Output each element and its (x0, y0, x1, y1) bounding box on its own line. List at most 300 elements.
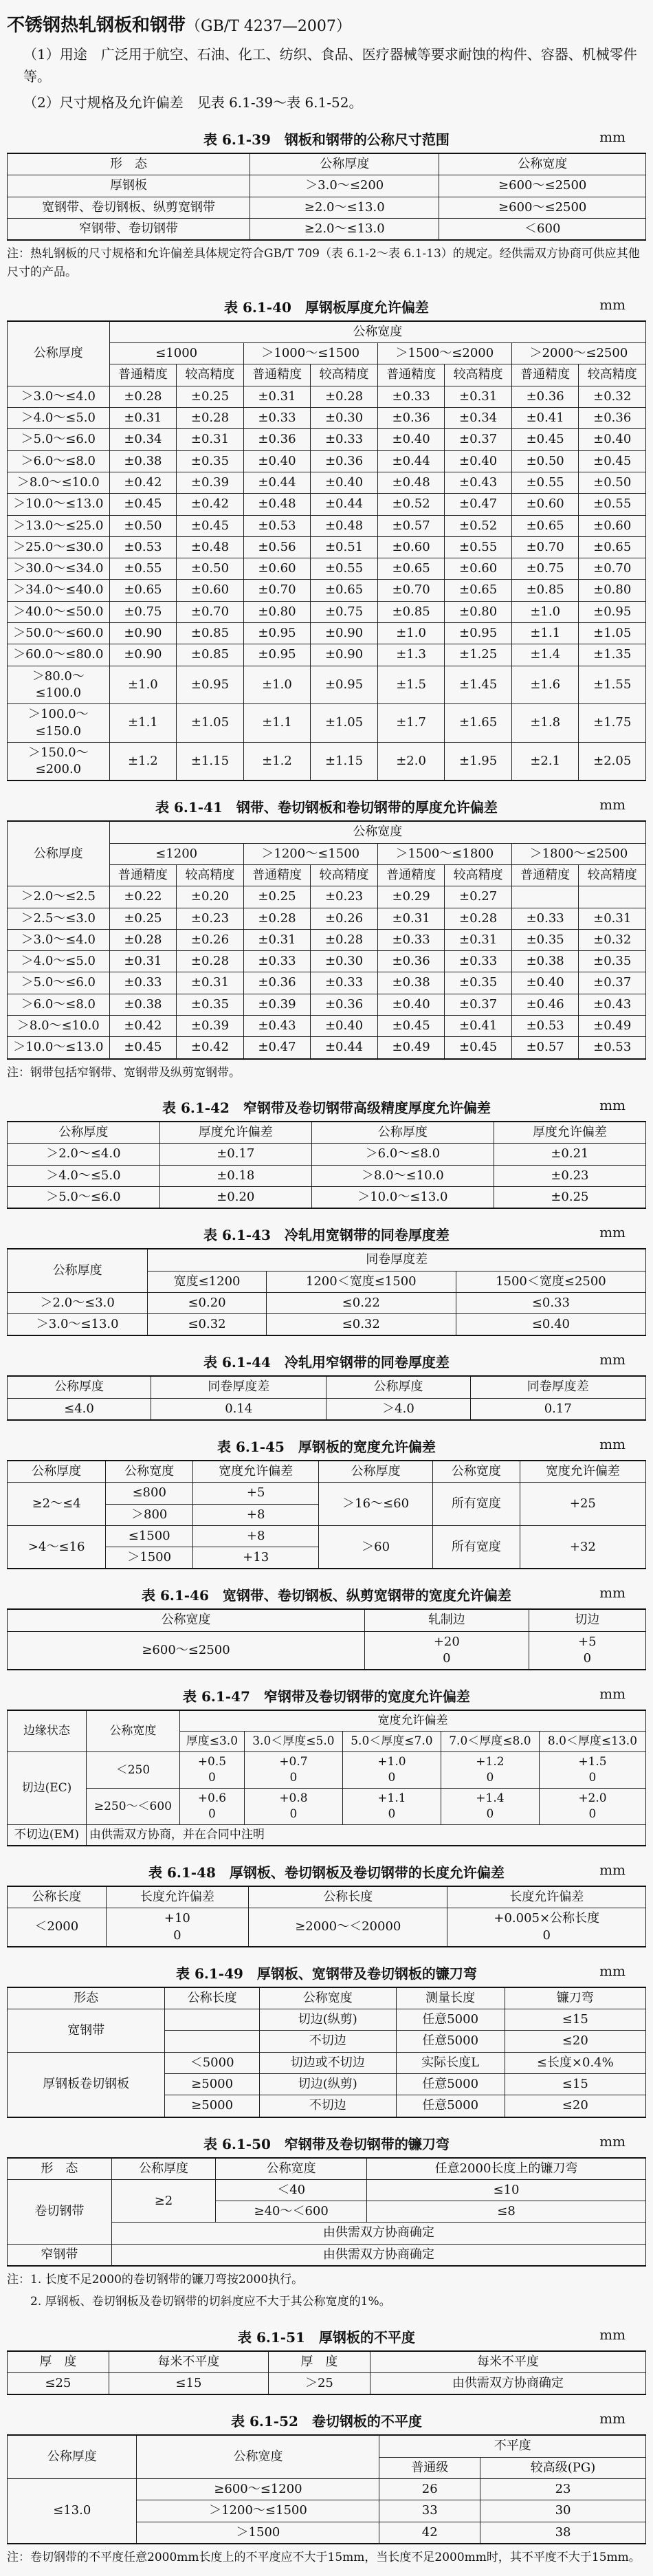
header-cell: 公称厚度 (8, 1376, 151, 1398)
table-row (8, 666, 646, 704)
table-row (8, 704, 646, 743)
tolerance-lower: 0 (289, 1771, 298, 1785)
table-cell: 不切边(EM) (8, 1824, 87, 1845)
table-cell (441, 1789, 539, 1825)
table-cell: ±0.34 (445, 408, 512, 429)
header-cell: 公称厚度 (319, 1461, 433, 1483)
table-cell: ≤0.40 (456, 1314, 645, 1336)
header-cell: 形 态 (8, 153, 250, 175)
table-cell: ±0.28 (311, 386, 378, 407)
table-cell: ≤0.33 (456, 1292, 645, 1313)
header-cell: ＞1500～≤2000 (377, 343, 511, 364)
header-cell: 公称厚度 (8, 1122, 160, 1144)
header-cell: 普通精度 (243, 364, 311, 386)
row-label-cell: ＞2.5～≤3.0 (8, 908, 110, 929)
table-cell: ±1.0 (109, 666, 177, 704)
row-label-cell: ＞8.0～≤10.0 (8, 472, 110, 493)
table-cell: ±0.49 (377, 1037, 445, 1059)
table-cell: ＜40 (216, 2179, 367, 2201)
header-cell: 1500＜宽度≤2500 (456, 1271, 645, 1292)
header-cell: 公称宽度 (8, 1609, 365, 1631)
header-cell: 较高级(PG) (480, 2457, 646, 2478)
table-cell: ≤15 (505, 2009, 645, 2031)
table-cell: ±0.38 (109, 994, 177, 1015)
table-cell: ±2.0 (377, 742, 445, 781)
header-cell: 同卷厚度差 (470, 1376, 646, 1398)
table-row (8, 601, 646, 622)
table-cell: ±0.33 (377, 386, 445, 407)
table-cell: ±0.45 (579, 450, 646, 472)
table-cell: ±0.48 (377, 472, 445, 493)
tolerance-upper: +0.5 (197, 1755, 227, 1769)
table-cell: ±0.57 (377, 515, 445, 536)
table-cell (539, 1752, 645, 1789)
table-cell: ±0.40 (377, 994, 445, 1015)
table-cell: ±0.47 (243, 1037, 311, 1059)
table-cell: ±0.35 (579, 951, 646, 972)
table-cell: ±0.28 (109, 929, 177, 950)
table-cell (342, 1752, 441, 1789)
table-cell: ±0.26 (311, 908, 378, 929)
table-cell: ＜600 (439, 218, 646, 240)
table-row (8, 1165, 646, 1186)
table-cell: ±0.31 (579, 908, 646, 929)
table-cell: ±0.45 (377, 1016, 445, 1037)
table-cell: ±0.38 (511, 951, 579, 972)
table-cell: 由供需双方协商确定 (111, 2223, 645, 2244)
table-cell: ≤8 (367, 2201, 646, 2223)
table-cell: ≥2.0～≤13.0 (250, 218, 439, 240)
header-cell: 公称厚度 (250, 153, 439, 175)
table-cell: ±1.8 (511, 704, 579, 743)
table-cell (511, 886, 579, 908)
caption-text: 表 6.1-45 厚钢板的宽度允许偏差 (217, 1438, 436, 1455)
table-cell: ≥5000 (165, 2074, 260, 2095)
header-cell: 普通精度 (511, 364, 579, 386)
table-cell: ≥2 (111, 2179, 216, 2223)
table-cell: ≥5000 (165, 2095, 260, 2117)
table-row (8, 1037, 646, 1059)
header-cell: 公称宽度 (433, 1461, 520, 1483)
table-cell: ≥40～＜600 (216, 2201, 367, 2223)
tolerance-lower: 0 (588, 1771, 597, 1785)
header-cell: 边缘状态 (8, 1710, 87, 1751)
table-cell: ±0.75 (311, 601, 378, 622)
table-cell: ±0.37 (579, 972, 646, 994)
table-cell: ±0.18 (159, 1165, 311, 1186)
table-cell: 33 (379, 2500, 480, 2522)
header-cell: 5.0＜厚度≤7.0 (342, 1732, 441, 1752)
table-cell: ±1.15 (311, 742, 378, 781)
row-label-cell: ＞100.0～≤150.0 (8, 704, 110, 743)
table-cell: ≥2～≤4 (8, 1483, 106, 1526)
row-label-cell: ＞4.0～≤5.0 (8, 951, 110, 972)
table-cell: 厚钢板 (8, 175, 250, 197)
table-cell: ±0.50 (511, 450, 579, 472)
header-cell: 公称宽度 (109, 821, 645, 843)
table-cell: ±0.46 (511, 994, 579, 1015)
table-cell: 厚钢板卷切钢板 (8, 2052, 165, 2117)
header-cell: ＞1500～≤1800 (377, 843, 511, 864)
header-cell: 较高精度 (177, 865, 244, 886)
header-cell: 较高精度 (445, 364, 512, 386)
header-cell: 8.0＜厚度≤13.0 (539, 1732, 645, 1752)
row-label-cell: ＞2.0～≤3.0 (8, 1292, 148, 1313)
table-cell: ±0.36 (243, 972, 311, 994)
header-cell: 形 态 (8, 2158, 112, 2180)
table-row (8, 515, 646, 536)
table-cell: ±1.55 (579, 666, 646, 704)
table-51 (7, 2350, 646, 2396)
table-cell: ＞800 (106, 1504, 193, 1525)
header-cell: 厚度允许偏差 (159, 1122, 311, 1144)
table-cell: ±0.53 (243, 515, 311, 536)
table-cell (179, 1789, 244, 1825)
tolerance-lower: 0 (542, 1928, 551, 1943)
row-label-cell: ＞2.0～≤4.0 (8, 1144, 160, 1165)
header-cell: 宽度允许偏差 (179, 1710, 645, 1731)
table-cell: ±0.70 (511, 536, 579, 558)
tolerance-upper: +1.2 (476, 1755, 505, 1769)
usage-paragraph: （1）用途 广泛用于航空、石油、化工、纺织、食品、医疗器械等要求耐蚀的构件、容器、机械零件等。 (23, 46, 637, 85)
tolerance-upper: +5 (578, 1634, 597, 1649)
tolerance-upper: +2.0 (578, 1791, 607, 1806)
table-cell: 卷切钢带 (8, 2179, 112, 2244)
header-cell: 公称宽度 (109, 321, 645, 343)
table-cell: ±0.26 (177, 929, 244, 950)
table-cell (365, 1631, 529, 1670)
table-cell: ±0.17 (159, 1144, 311, 1165)
table-cell: +13 (193, 1547, 319, 1569)
table-cell: ＞8.0～≤10.0 (311, 1165, 494, 1186)
table-cell: ±0.55 (311, 558, 378, 580)
header-cell: 长度允许偏差 (447, 1886, 646, 1908)
table-cell: ±1.45 (445, 666, 512, 704)
unit-label: mm (599, 1435, 626, 1452)
header-cell: 普通级 (379, 2457, 480, 2478)
header-cell: ＞1200～≤1500 (243, 843, 377, 864)
table-cell: ±0.44 (377, 450, 445, 472)
table-cell: ±0.28 (177, 951, 244, 972)
table-cell: 任意5000 (396, 2031, 505, 2052)
table-row (8, 742, 646, 781)
header-cell: 普通精度 (109, 364, 177, 386)
table-cell: ±0.65 (311, 580, 378, 601)
table-cell: ±0.36 (243, 429, 311, 450)
header-cell: ≤1200 (109, 843, 243, 864)
row-label-cell: ＞30.0～≤34.0 (8, 558, 110, 580)
table-row (8, 536, 646, 558)
table-cell: ±0.37 (445, 429, 512, 450)
header-cell: 普通精度 (109, 865, 177, 886)
table-cell: ±0.53 (109, 536, 177, 558)
table-49-caption (7, 1963, 646, 1983)
table-cell: ±0.39 (243, 994, 311, 1015)
table-cell: ＜2000 (8, 1908, 107, 1947)
header-cell: 厚度≤3.0 (179, 1732, 244, 1752)
header-cell: 公称厚度 (326, 1376, 470, 1398)
header-cell: 公称厚度 (311, 1122, 494, 1144)
table-cell: ±1.05 (177, 704, 244, 743)
row-label-cell: ＞60.0～≤80.0 (8, 644, 110, 666)
table-cell: ≤1500 (106, 1525, 193, 1547)
table-cell: ±0.42 (109, 1016, 177, 1037)
table-row (8, 994, 646, 1015)
row-label-cell: ＞6.0～≤8.0 (8, 994, 110, 1015)
table-cell: ±0.31 (445, 929, 512, 950)
table-cell: ±0.49 (579, 1016, 646, 1037)
tolerance-upper: +1.4 (476, 1791, 505, 1806)
table-row (8, 450, 646, 472)
header-cell: 公称宽度 (106, 1461, 193, 1483)
table-cell (447, 1908, 646, 1947)
table-cell: ±0.95 (311, 666, 378, 704)
header-cell: 厚 度 (269, 2351, 370, 2373)
table-cell: ±0.30 (311, 408, 378, 429)
table-cell: ±0.80 (579, 580, 646, 601)
table-cell: ±0.50 (109, 515, 177, 536)
table-cell: ±0.44 (311, 1037, 378, 1059)
table-cell: 由供需双方协商，并在合同中注明 (86, 1824, 645, 1845)
table-cell: ±0.42 (109, 472, 177, 493)
tolerance-upper: +0.7 (279, 1755, 308, 1769)
table-cell: ±0.70 (243, 580, 311, 601)
table-cell: ＞16～≤60 (319, 1483, 433, 1526)
row-label-cell: ＞3.0～≤13.0 (8, 1314, 148, 1336)
table-row (8, 408, 646, 429)
unit-label: mm (599, 2132, 626, 2150)
table-cell: ±0.80 (445, 601, 512, 622)
tolerance-upper: +0.005×公称长度 (494, 1911, 600, 1926)
table-cell: 窄钢带 (8, 2244, 112, 2266)
table-cell: 所有宽度 (433, 1525, 520, 1569)
table-42 (7, 1121, 646, 1209)
header-cell: 任意2000长度上的镰刀弯 (367, 2158, 646, 2180)
table-cell: ±0.60 (243, 558, 311, 580)
header-cell: 公称厚度 (8, 821, 110, 886)
table-48 (7, 1886, 646, 1947)
table-cell: 不切边 (259, 2031, 396, 2052)
table-cell: 所有宽度 (433, 1483, 520, 1526)
table-cell: ±1.15 (177, 742, 244, 781)
table-cell: ±0.40 (311, 1016, 378, 1037)
table-cell: ≥600～≤2500 (439, 175, 646, 197)
table-cell: ±0.25 (109, 908, 177, 929)
unit-label: mm (599, 1685, 626, 1703)
table-cell: ±0.36 (579, 408, 646, 429)
table-cell: ≤20 (505, 2031, 645, 2052)
table-cell: ±0.95 (445, 623, 512, 644)
table-cell: ＞3.0～≤200 (250, 175, 439, 197)
table-cell: ±0.65 (579, 536, 646, 558)
header-cell: 较高精度 (311, 865, 378, 886)
header-cell: 公称宽度 (216, 2158, 367, 2180)
table-45 (7, 1460, 646, 1569)
row-label-cell: ＞150.0～≤200.0 (8, 742, 110, 781)
table-row (8, 972, 646, 994)
table-41-note: 注：钢带包括窄钢带、宽钢带及纵剪宽钢带。 (7, 1065, 241, 1080)
header-cell: 宽度允许偏差 (193, 1461, 319, 1483)
header-cell: ＞1000～≤1500 (243, 343, 377, 364)
table-cell: ±0.20 (177, 886, 244, 908)
tolerance-lower: 0 (289, 1807, 298, 1822)
table-cell: ±0.90 (109, 644, 177, 666)
table-row (8, 386, 646, 407)
standard-code: （GB/T 4237—2007） (186, 18, 351, 35)
table-cell: ±0.27 (445, 886, 512, 908)
table-39-note: 注：热轧钢板的尺寸规格和允许偏差具体规定符合GB/T 709（表 6.1-2～表 6.1-13）的规定。经供需双方协商可供应其他尺寸的产品。 (7, 247, 640, 279)
header-cell: 同卷厚度差 (151, 1376, 326, 1398)
table-cell: ＞25 (269, 2373, 370, 2395)
header-cell: 公称长度 (165, 1987, 260, 2009)
caption-text: 表 6.1-42 窄钢带及卷切钢带高级精度厚度允许偏差 (162, 1100, 491, 1117)
table-cell: ±0.42 (177, 494, 244, 515)
table-row (8, 494, 646, 515)
table-cell: ±0.33 (311, 972, 378, 994)
table-46-caption (7, 1584, 646, 1604)
table-cell: ±0.41 (445, 1016, 512, 1037)
table-cell: ±1.0 (243, 666, 311, 704)
table-52 (7, 2434, 646, 2544)
table-row (8, 908, 646, 929)
table-cell (244, 1789, 342, 1825)
table-cell: ±0.35 (445, 972, 512, 994)
header-cell: 3.0＜厚度≤5.0 (244, 1732, 342, 1752)
table-cell: ±0.90 (311, 644, 378, 666)
table-cell: ≤0.22 (266, 1292, 456, 1313)
row-label-cell: ＞50.0～≤60.0 (8, 623, 110, 644)
tolerance-lower: 0 (583, 1651, 592, 1666)
header-cell: 公称厚度 (8, 1249, 148, 1292)
header-cell: 普通精度 (511, 865, 579, 886)
table-cell: ±1.3 (377, 644, 445, 666)
table-cell: ±0.50 (579, 472, 646, 493)
row-label-cell: ＞2.0～≤2.5 (8, 886, 110, 908)
header-cell: 公称厚度 (8, 321, 110, 386)
table-cell: 实际长度L (396, 2052, 505, 2073)
header-cell: 切边 (529, 1609, 645, 1631)
table-cell: ±0.53 (579, 1037, 646, 1059)
row-label-cell: ＞80.0～≤100.0 (8, 666, 110, 704)
tolerance-lower: 0 (208, 1771, 216, 1785)
table-cell: ±0.65 (377, 558, 445, 580)
table-47 (7, 1710, 646, 1846)
table-cell: ＞1500 (106, 1547, 193, 1569)
header-cell: 公称宽度 (439, 153, 646, 175)
table-cell: ±0.39 (177, 1016, 244, 1037)
table-cell: 窄钢带、卷切钢带 (8, 218, 250, 240)
table-39-caption (7, 129, 646, 149)
table-cell (342, 1789, 441, 1825)
table-cell: ±2.05 (579, 742, 646, 781)
table-cell: ±0.42 (177, 1037, 244, 1059)
tolerance-lower: 0 (486, 1771, 494, 1785)
table-cell: ±0.36 (311, 450, 378, 472)
table-cell: ±0.95 (243, 623, 311, 644)
table-row (8, 472, 646, 493)
table-cell: ±0.57 (511, 1037, 579, 1059)
table-cell: ±0.31 (445, 386, 512, 407)
table-cell: 切边(纵剪) (259, 2009, 396, 2031)
row-label-cell: ＞4.0～≤5.0 (8, 1165, 160, 1186)
table-cell: ±0.28 (445, 908, 512, 929)
table-cell: ±0.50 (177, 558, 244, 580)
tolerance-upper: +1.5 (578, 1755, 607, 1769)
table-cell: ±0.31 (177, 429, 244, 450)
header-cell: 同卷厚度差 (148, 1249, 646, 1271)
table-cell: ±0.31 (243, 929, 311, 950)
tolerance-lower: 0 (486, 1807, 494, 1822)
table-50 (7, 2157, 646, 2267)
header-cell: 较高精度 (177, 364, 244, 386)
table-cell: ±0.80 (243, 601, 311, 622)
table-cell: ＞6.0～≤8.0 (311, 1144, 494, 1165)
row-label-cell: ＞10.0～≤13.0 (8, 1037, 110, 1059)
table-40 (7, 320, 646, 782)
table-cell: ±0.45 (177, 515, 244, 536)
table-cell: ±1.1 (511, 623, 579, 644)
header-cell: 轧制边 (365, 1609, 529, 1631)
doc-title (7, 11, 646, 36)
caption-text: 表 6.1-49 厚钢板、宽钢带及卷切钢板的镰刀弯 (176, 1965, 477, 1982)
table-cell: ±0.40 (243, 450, 311, 472)
table-cell: ≤20 (505, 2095, 645, 2117)
tolerance-lower: 0 (443, 1651, 451, 1666)
caption-text: 表 6.1-50 窄钢带及卷切钢带的镰刀弯 (203, 2135, 450, 2152)
header-cell: 公称厚度 (8, 2435, 137, 2478)
table-row (8, 886, 646, 908)
table-cell: ±2.1 (511, 742, 579, 781)
table-cell: ±0.55 (511, 472, 579, 493)
row-label-cell: ＞4.0～≤5.0 (8, 408, 110, 429)
unit-label: mm (599, 2326, 626, 2343)
table-cell: ±0.45 (445, 1037, 512, 1059)
table-cell (165, 2031, 260, 2052)
caption-text: 表 6.1-39 钢板和钢带的公称尺寸范围 (203, 131, 450, 148)
row-label-cell: ＞3.0～≤4.0 (8, 386, 110, 407)
header-cell: 普通精度 (243, 865, 311, 886)
table-cell: 宽钢带 (8, 2009, 165, 2053)
table-cell: +8 (193, 1504, 319, 1525)
table-cell: 30 (480, 2500, 646, 2522)
table-cell: ±0.22 (109, 886, 177, 908)
caption-text: 表 6.1-43 冷轧用宽钢带的同卷厚度差 (203, 1227, 450, 1244)
table-cell: ±0.60 (511, 494, 579, 515)
table-39 (7, 153, 646, 241)
unit-label: mm (599, 296, 626, 313)
caption-text: 表 6.1-48 厚钢板、卷切钢板及卷切钢带的长度允许偏差 (148, 1864, 505, 1881)
table-cell: ±0.32 (579, 386, 646, 407)
table-cell: ±0.52 (445, 515, 512, 536)
table-row (8, 429, 646, 450)
table-40-caption (7, 296, 646, 316)
table-cell: ±0.52 (377, 494, 445, 515)
table-cell: ±0.38 (377, 972, 445, 994)
table-cell: ±0.70 (177, 601, 244, 622)
header-cell: 测量长度 (396, 1987, 505, 2009)
table-cell: ±0.25 (177, 386, 244, 407)
table-cell: ±0.45 (109, 1037, 177, 1059)
table-cell: ±0.75 (109, 601, 177, 622)
table-cell: ±0.51 (311, 536, 378, 558)
table-cell: ±0.33 (511, 908, 579, 929)
header-cell: 较高精度 (579, 364, 646, 386)
table-cell: ±0.47 (445, 494, 512, 515)
table-41 (7, 820, 646, 1059)
tolerance-lower: 0 (388, 1807, 396, 1822)
table-cell (579, 886, 646, 908)
table-41-caption (7, 796, 646, 816)
